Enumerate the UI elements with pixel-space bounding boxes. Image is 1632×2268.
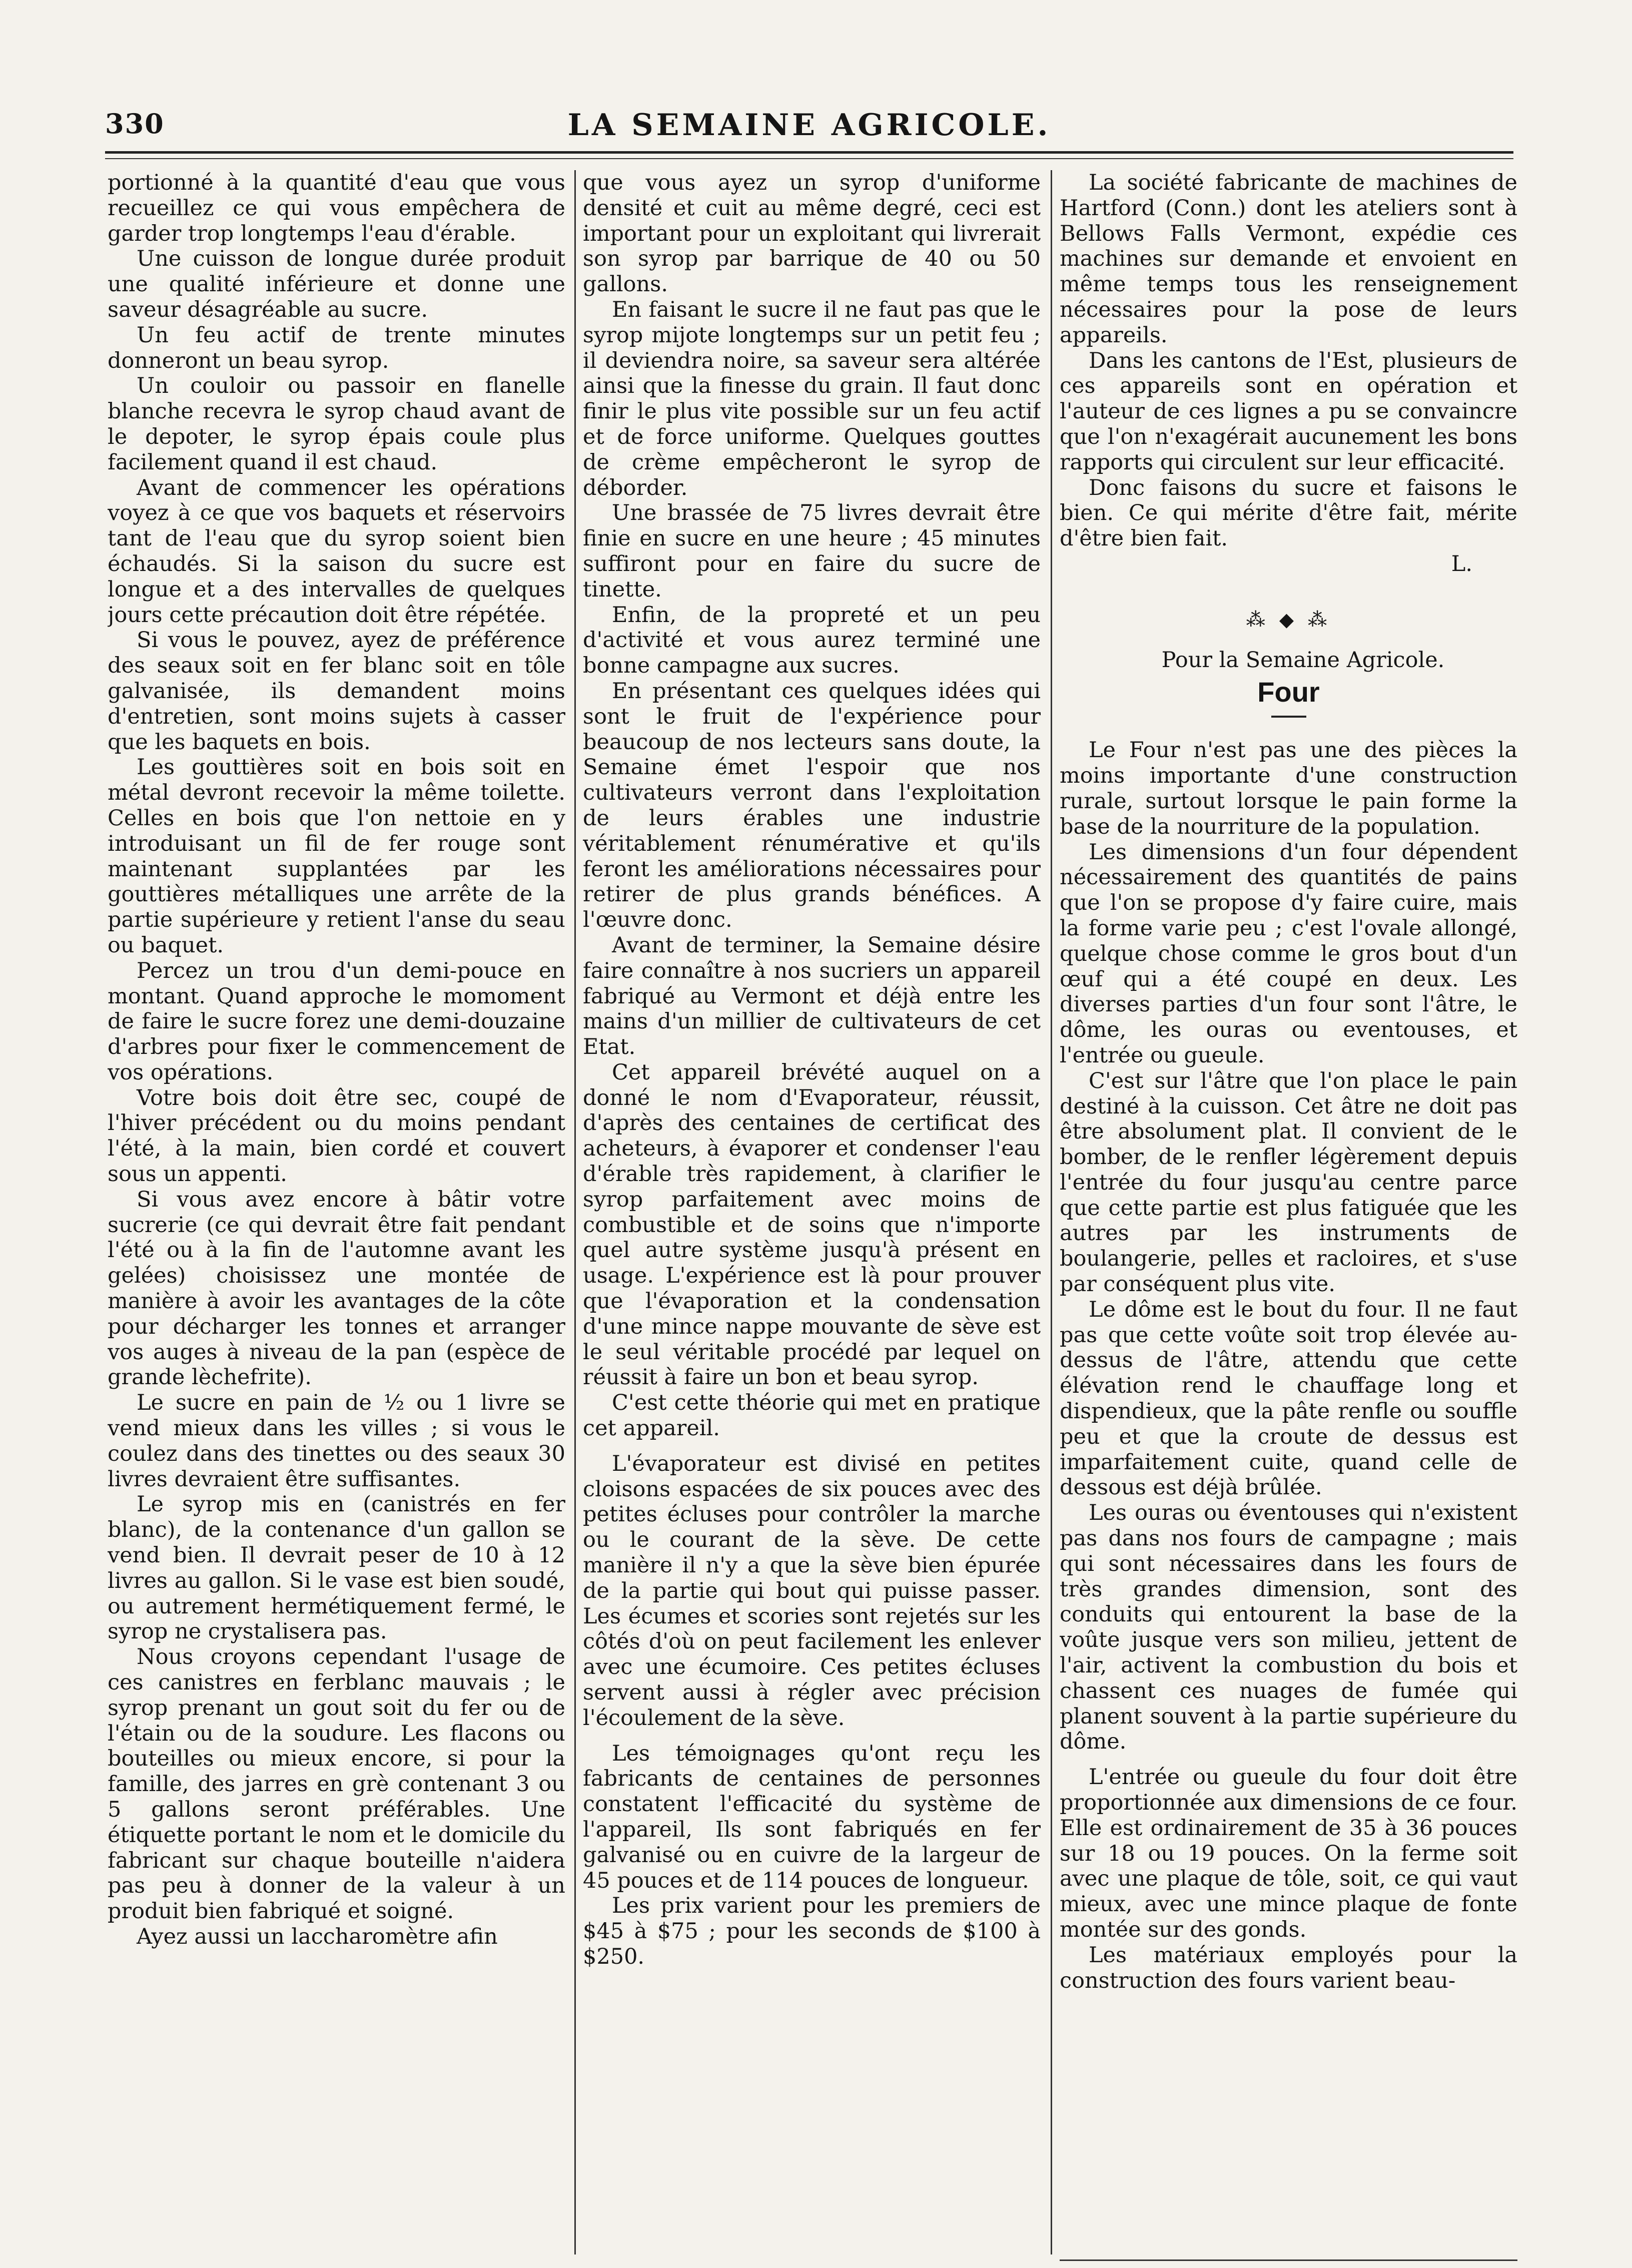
paragraph: C'est cette théorie qui met en pratique cet appareil. xyxy=(583,1390,1041,1441)
paragraph: En présentant ces quelques idées qui sont le fruit de l'expérience pour beaucoup de nos lecteurs sans doute, la Semaine émet l'espoir que nos cultivateurs verront dans l'exploitation de leurs érables une industrie véritablement rénumérative et qu'ils feront les améliorations nécessaires pour retirer de plus grands bénéfices. A l'œuvre donc. xyxy=(583,678,1041,933)
paragraph: Donc faisons du sucre et faisons le bien. Ce qui mérite d'être fait, mérite d'être bien fait. xyxy=(1060,475,1517,551)
paragraph: Nous croyons cependant l'usage de ces canistres en ferblanc mauvais ; le syrop prenant un gout soit du fer ou de l'étain ou de la soudure. Les flacons ou bouteilles ou mieux encore, si pour la famille, des jarres en grè contenant 3 ou 5 gallons seront préférables. Une étiquette portant le nom et le domicile du fabricant sur chaque bouteille n'aidera pas peu à donner de la valeur à un produit bien fabriqué et soigné. xyxy=(108,1644,565,1924)
paragraph: Les ouras ou éventouses qui n'existent pas dans nos fours de campagne ; mais qui sont nécessaires dans les fours de très grandes dimension, sont des conduits qui entourent la base de la voûte jusque vers son milieu, jettent de l'air, activent la combustion du bois et chassent ces nuages de fumée qui planent souvent à la partie supérieure du dôme. xyxy=(1060,1500,1517,1755)
paragraph: Si vous le pouvez, ayez de préférence des seaux soit en fer blanc soit en tôle galvanisée, ils demandent moins d'entretien, sont moins sujets à casser que les baquets en bois. xyxy=(108,628,565,755)
page-header xyxy=(105,108,1513,148)
paragraph: Avant de terminer, la Semaine désire faire connaître à nos sucriers un appareil fabriqué au Vermont et déjà entre les mains d'un millier de cultivateurs de cet Etat. xyxy=(583,932,1041,1060)
page-number: 330 xyxy=(105,108,165,140)
paragraph: Une cuisson de longue durée produit une qualité inférieure et donne une saveur désagréable au sucre. xyxy=(108,246,565,322)
text-column-1 xyxy=(108,170,565,2252)
title-dash xyxy=(1271,716,1306,718)
header-rule xyxy=(105,151,1513,154)
paragraph: Cet appareil brévété auquel on a donné le nom d'Evaporateur, réussit, d'après des centaines de certificat des acheteurs, à évaporer et condenser l'eau d'érable très rapidement, à clarifier le syrop parfaitement avec moins de combustible et de soins que n'importe quel autre système jusqu'à présent en usage. L'expérience est là pour prouver que l'évaporation et la condensation d'une mince nappe mouvante de sève est le seul véritable procédé par lequel on réussit à faire un bon et beau syrop. xyxy=(583,1059,1041,1390)
section-ornament: ⁂ ◆ ⁂ xyxy=(1246,608,1331,631)
paragraph: Si vous avez encore à bâtir votre sucrerie (ce qui devrait être fait pendant l'été ou à la fin de l'automne avant les gelées) choisissez une montée de manière à avoir les avantages de la côte pour décharger les tonnes et arranger vos auges à niveau de la pan (espèce de grande lèchefrite). xyxy=(108,1187,565,1390)
paragraph: Dans les cantons de l'Est, plusieurs de ces appareils sont en opération et l'auteur de ces lignes a pu se convaincre que l'on n'exagérait aucunement les bons rapports qui circulent sur leur efficacité. xyxy=(1060,348,1517,475)
paragraph: Un couloir ou passoir en flanelle blanche recevra le syrop chaud avant de le depoter, le syrop épais coule plus facilement quand il est chaud. xyxy=(108,373,565,475)
paragraph: Votre bois doit être sec, coupé de l'hiver précédent ou du moins pendant l'été, à la main, bien cordé et couvert sous un appenti. xyxy=(108,1085,565,1187)
paragraph: Le syrop mis en (canistrés en fer blanc), de la contenance d'un gallon se vend bien. Il devrait peser de 10 à 12 livres au gallon. Si le vase est bien soudé, ou autrement hermétiquement fermé, le syrop ne crystalisera pas. xyxy=(108,1492,565,1644)
paragraph: Percez un trou d'un demi-pouce en montant. Quand approche le momoment de faire le sucre forez une demi-douzaine d'arbres pour fixer le commencement de vos opérations. xyxy=(108,958,565,1085)
paragraph: Les témoignages qu'ont reçu les fabricants de centaines de personnes constatent l'efficacité du système de l'appareil, Ils sont fabriqués en fer galvanisé ou en cuivre de la largeur de 45 pouces et de 114 pouces de longueur. xyxy=(583,1741,1041,1893)
column-divider xyxy=(1051,170,1052,2254)
paragraph: Avant de commencer les opérations voyez à ce que vos baquets et réservoirs tant de l'eau que du syrop soient bien échaudés. Si la saison du sucre est longue et a des intervalles de quelques jours cette précaution doit être répétée. xyxy=(108,475,565,628)
text-column-2 xyxy=(583,170,1041,2252)
paragraph: Ayez aussi un laccharomètre afin xyxy=(137,1924,498,1949)
paragraph: Les matériaux employés pour la construction des fours varient beau- xyxy=(1060,1942,1517,1993)
paragraph: que vous ayez un syrop d'uniforme densité et cuit au même degré, ceci est important pour un exploitant qui livrerait son syrop par barrique de 40 ou 50 gallons. xyxy=(583,170,1041,297)
paragraph: Le dôme est le bout du four. Il ne faut pas que cette voûte soit trop élevée au-dessus de l'âtre, attendu que cette élévation rend le chauffage long et dispendieux, que la pâte renfle ou souffle peu et que la croute de dessus est imparfaitement cuite, quand celle de dessous est déjà brûlée. xyxy=(1060,1297,1517,1500)
paragraph: En faisant le sucre il ne faut pas que le syrop mijote longtemps sur un petit feu ; il deviendra noire, sa saveur sera altérée ainsi que la finesse du grain. Il faut donc finir le plus vite possible sur un feu actif et de force uniforme. Quelques gouttes de crème empêcheront le syrop de déborder. xyxy=(583,297,1041,500)
article-byline: Pour la Semaine Agricole. xyxy=(1161,647,1445,673)
paragraph: Le Four n'est pas une des pièces la moins importante d'une construction rurale, surtout lorsque le pain forme la base de la nourriture de la population. xyxy=(1060,738,1517,839)
paragraph: Les gouttières soit en bois soit en métal devront recevoir la même toilette. Celles en bois que l'on nettoie en y introduisant un fil de fer rouge sont maintenant supplantées par les gouttières métalliques une arrête de la partie supérieure y retient l'anse du seau ou baquet. xyxy=(108,755,565,958)
paragraph: Une brassée de 75 livres devrait être finie en sucre en une heure ; 45 minutes suffiront pour en faire du sucre de tinette. xyxy=(583,500,1041,602)
paragraph: Les dimensions d'un four dépendent nécessairement des quantités de pains que l'on se propose d'y faire cuire, mais la forme varie peu ; c'est l'ovale allongé, quelque chose comme le gros bout d'un œuf qui a été coupé en deux. Les diverses parties d'un four sont l'âtre, le dôme, les ouras ou eventouses, et l'entrée ou gueule. xyxy=(1060,839,1517,1068)
article-title: Four xyxy=(1257,676,1320,708)
paragraph: Les prix varient pour les premiers de $45 à $75 ; pour les seconds de $100 à $250. xyxy=(583,1893,1041,1969)
header-rule-thin xyxy=(105,158,1513,159)
paragraph: La société fabricante de machines de Hartford (Conn.) dont les ateliers sont à Bellows Falls Vermont, expédie ces machines sur demande et envoient en même temps tous les renseignement nécessaires pour la pose de leurs appareils. xyxy=(1060,170,1517,348)
paragraph: Un feu actif de trente minutes donneront un beau syrop. xyxy=(108,322,565,373)
paragraph: Enfin, de la propreté et un peu d'activité et vous aurez terminé une bonne campagne aux sucres. xyxy=(583,602,1041,679)
column-divider xyxy=(574,170,576,2254)
paragraph: L'évaporateur est divisé en petites cloisons espacées de six pouces avec des petites écluses pour contrôler la marche ou le courant de la sève. De cette manière il n'y a que la sève bien épurée de la partie qui bout qui puisse passer. Les écumes et scories sont rejetés sur les côtés d'où on peut facilement les enlever avec une écumoire. Ces petites écluses servent aussi à régler avec précision l'écoulement de la sève. xyxy=(583,1451,1041,1731)
paragraph: Le sucre en pain de ½ ou 1 livre se vend mieux dans les villes ; si vous le coulez dans des tinettes ou des seaux 30 livres devraient être suffisantes. xyxy=(108,1390,565,1492)
paragraph: C'est sur l'âtre que l'on place le pain destiné à la cuisson. Cet âtre ne doit pas être absolument plat. Il convient de le bomber, de le renfler légèrement depuis l'entrée du four jusqu'au centre parce que cette partie est plus fatiguée que les autres par les instruments de boulangerie, pelles et racloires, et s'use par conséquent plus vite. xyxy=(1060,1068,1517,1297)
article-signature: L. xyxy=(1451,551,1472,577)
journal-title: LA SEMAINE AGRICOLE. xyxy=(567,108,1051,143)
text-column-3 xyxy=(1060,170,1517,2252)
bottom-rule xyxy=(1060,2259,1517,2261)
paragraph: L'entrée ou gueule du four doit être proportionnée aux dimensions de ce four. Elle est ordinairement de 35 à 36 pouces sur 18 ou 19 pouces. On la ferme soit avec une plaque de tôle, soit, ce qui vaut mieux, avec une mince plaque de fonte montée sur des gonds. xyxy=(1060,1765,1517,1942)
paragraph: portionné à la quantité d'eau que vous recueillez ce qui vous empêchera de garder trop longtemps l'eau d'érable. xyxy=(108,170,565,246)
